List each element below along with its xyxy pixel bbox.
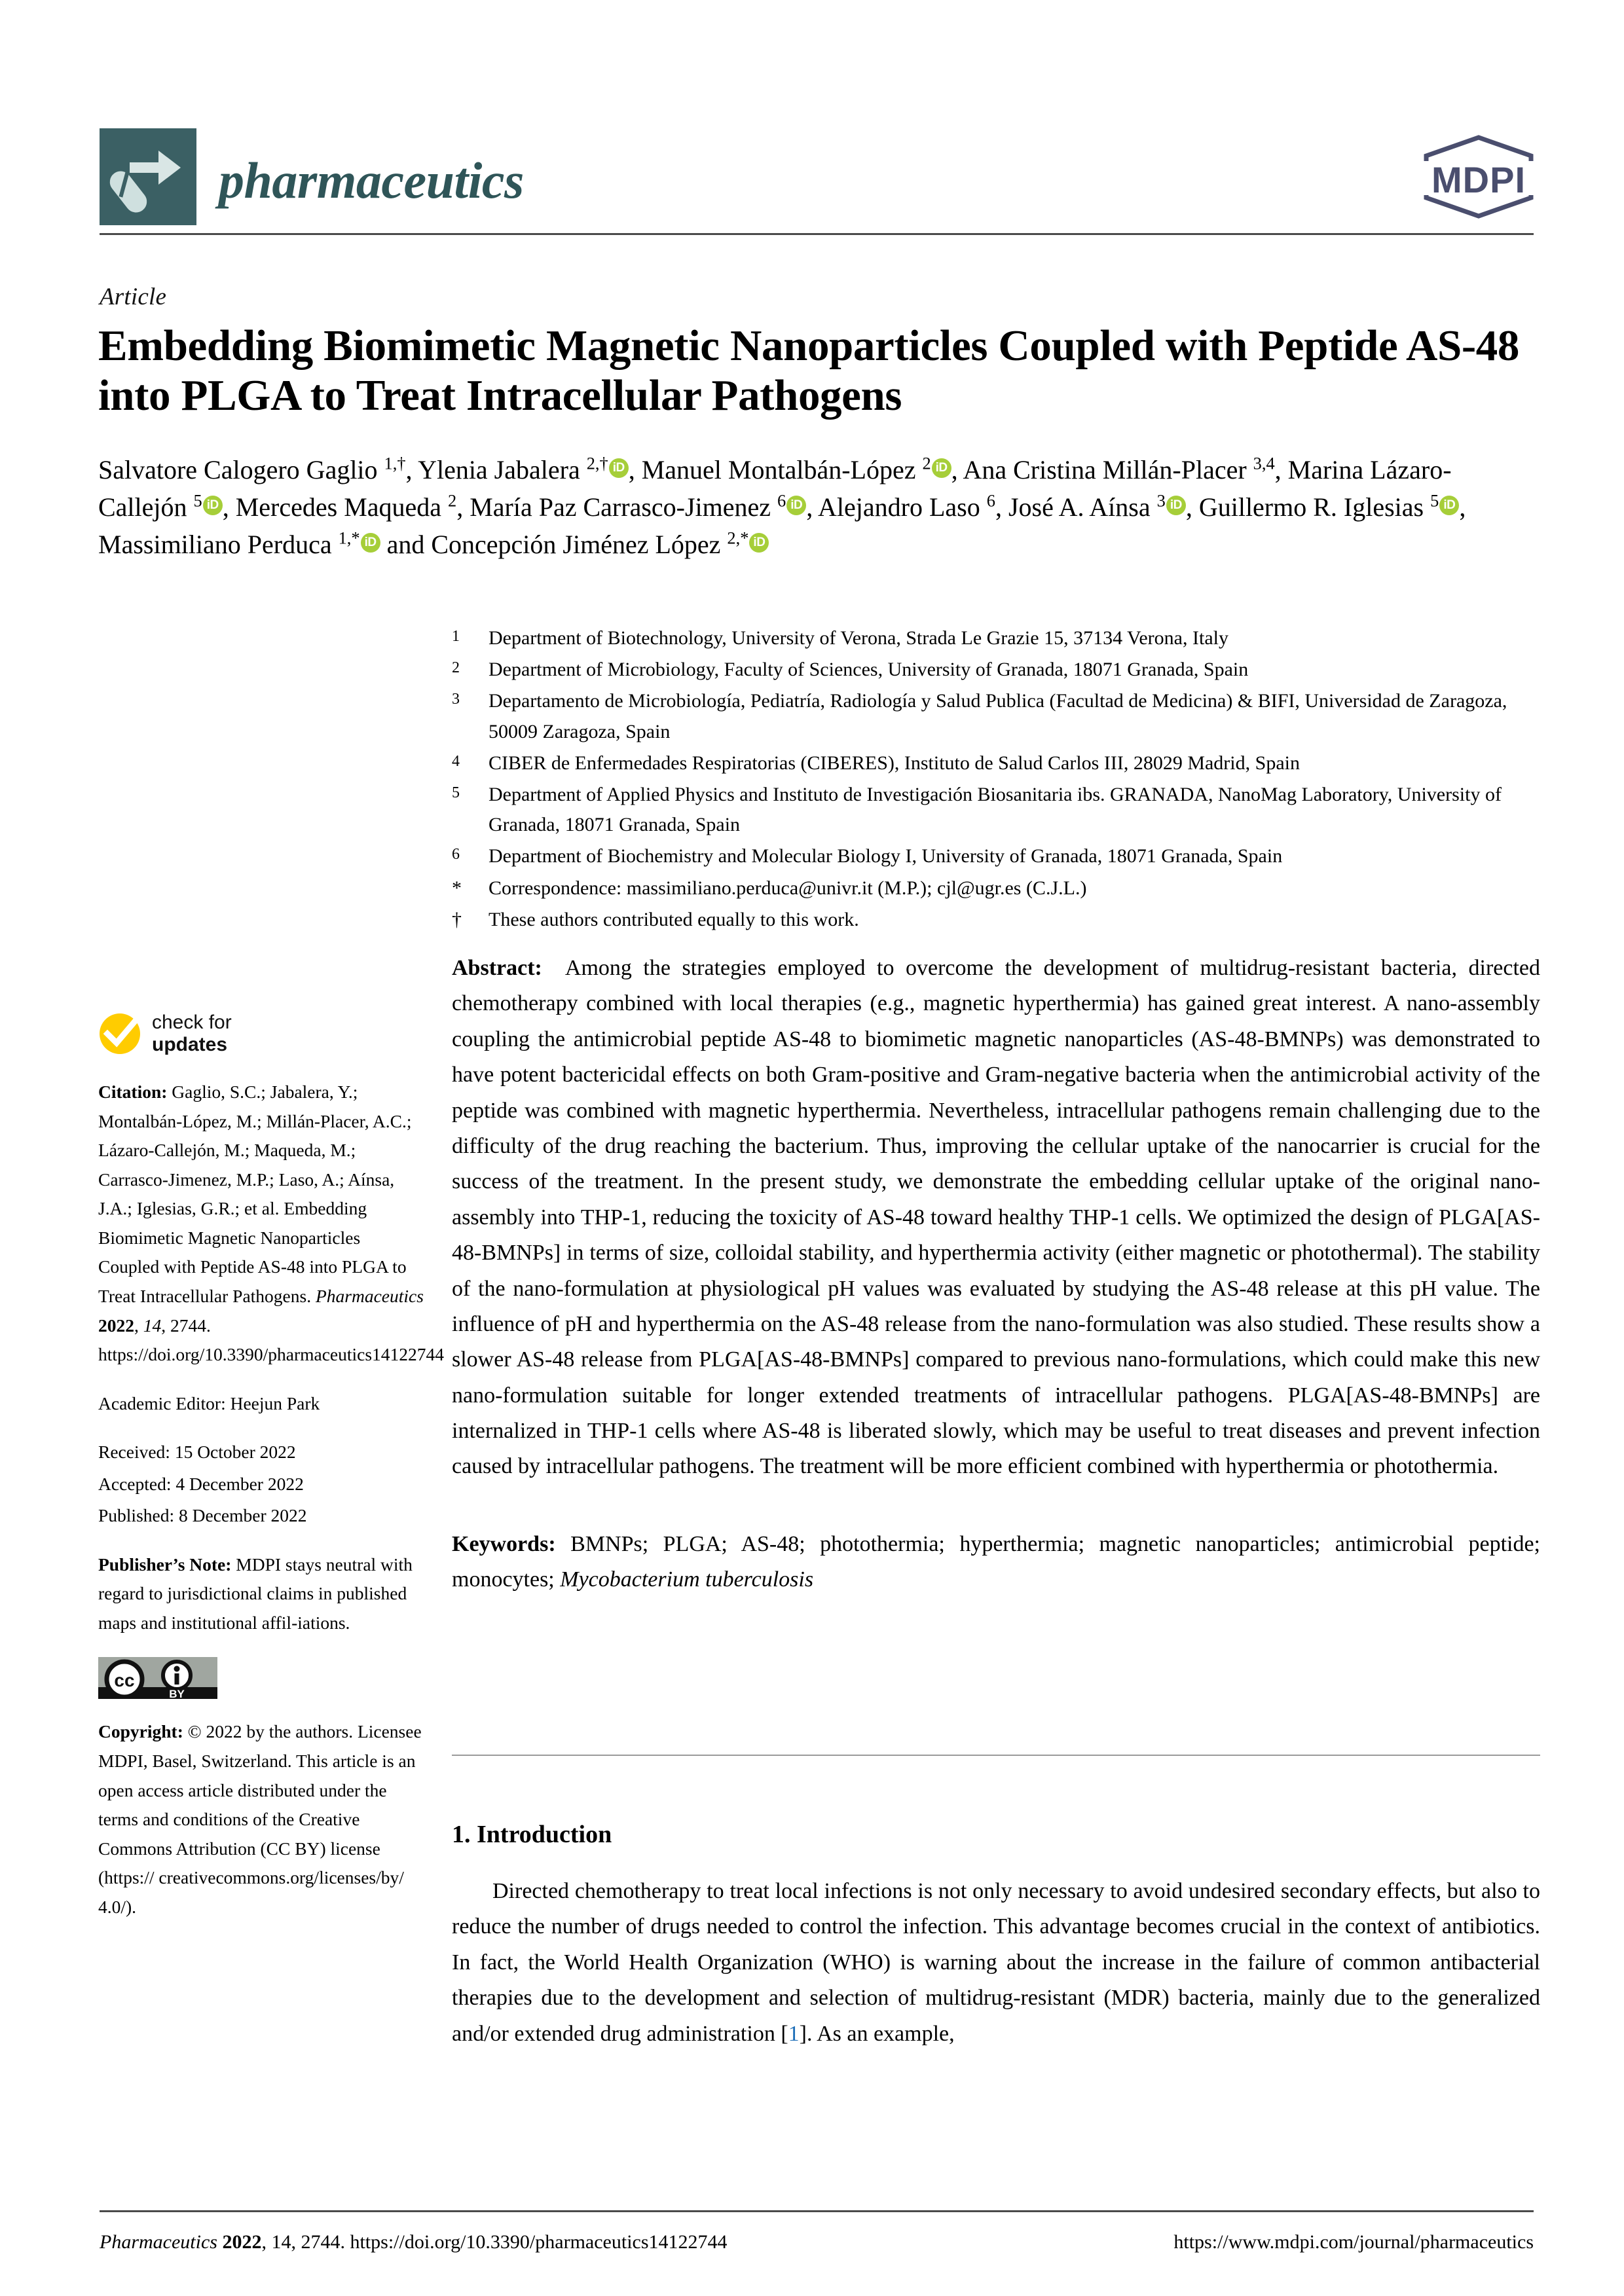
page-header	[100, 128, 1540, 227]
publication-dates	[98, 1438, 426, 1531]
introduction-text-after-ref: ]. As an example,	[799, 2021, 955, 2046]
citation-year: 2022	[98, 1315, 134, 1336]
citation-article-number: 2744	[170, 1315, 206, 1336]
copyright-block	[98, 1717, 426, 1922]
published-date: Published: 8 December 2022	[98, 1505, 307, 1526]
footer-divider	[100, 2210, 1534, 2212]
check-mark-icon	[98, 1012, 141, 1055]
equal-contribution-text: These authors contributed equally to this work.	[489, 908, 859, 930]
svg-text:BY: BY	[169, 1688, 185, 1700]
affiliation-marker: 2	[452, 659, 460, 677]
citation-journal: Pharmaceutics	[315, 1286, 424, 1307]
page-footer	[100, 2231, 1534, 2253]
abstract-text: Among the strategies employed to overcome the development of multidrug-resistant bacteria, directed chemotherapy combined with local therapies (e.g., magnetic hyperthermia) has gained great interest. A nano-assembly coupling the antimicrobial peptide AS-48 to biomimetic magnetic nanoparticles (AS-48-BMNPs) was demonstrated to have potent bactericidal effects on both Gram-positive and Gram-negative bacteria when the antimicrobial activity of the peptide was combined with magnetic hyperthermia. Nevertheless, intracellular pathogens remain challenging due to the difficulty of the drug reaching the bacterium. Thus, improving the cellular uptake of the nanocarrier is crucial for the success of the treatment. In the present study, we demonstrate the embedding cellular uptake of the original nano-assembly into THP-1, reducing the toxicity of AS-48 toward healthy THP-1 cells. We optimized the design of PLGA[AS-48-BMNPs] in terms of size, colloidal stability, and hyperthermia activity (either magnetic or photothermal). The stability of the nano-formulation at physiological pH values was evaluated by studying the AS-48 release at this pH value. The influence of pH and hyperthermia on the AS-48 release from the nano-formulation was also studied. These results show a slower AS-48 release from PLGA[AS-48-BMNPs] compared to previous nano-formulations, which could make this new nano-formulation suitable for longer extended treatments of intracellular pathogens. PLGA[AS-48-BMNPs] are internalized in THP-1 cells where AS-48 is liberated slowly, which may be useful to treat diseases and prevent infection caused by intracellular pathogens. The treatment will be more efficient combined with hyperthermia or photothermia.	[452, 956, 1540, 1479]
abstract-label: Abstract:	[452, 956, 542, 980]
citation-block: Citation: Gaglio, S.C.; Jabalera, Y.; Montalbán-López, M.; Millán-Placer, A.C.; Lázaro-Callejón, M.; Maqueda, M.; Carrasco-Jimenez, M.P.; Laso, A.; Aínsa, J.A.; Iglesias, G.R.; et al. Embedding Biomimetic Magnetic Nanoparticles Coupled with Peptide AS-48 into PLGA to Treat Intracellular Pathogens. Pharmaceutics 2022, 14, 2744. https://doi.org/10.3390/pharmaceutics14122744	[98, 1082, 445, 1365]
introduction-heading: 1. Introduction	[452, 1821, 612, 1848]
affiliation-item	[452, 780, 1539, 840]
main-column	[452, 951, 1540, 1598]
footer-journal-name: Pharmaceutics	[100, 2231, 217, 2253]
footer-journal-url[interactable]: https://www.mdpi.com/journal/pharmaceutics	[1173, 2231, 1534, 2253]
correspondence-item	[452, 873, 1539, 903]
keywords-label: Keywords:	[452, 1531, 556, 1556]
affiliation-item	[452, 655, 1539, 685]
sidebar	[98, 1011, 445, 1941]
publishers-note	[98, 1550, 426, 1638]
author-list: Salvatore Calogero Gaglio $^{1,\dagger}$, Ylenia Jabalera $^{2,\dagger}$ iD , Manuel Montalbán-López $^2$ iD , Ana Cristina Millán-Placer $^{3,4}$, Marina Lázaro-Callejón $^5$ iD , Mercedes Maqueda $^2$, María Paz Carrasco-Jimenez $^6$ iD , Alejandro Laso $^6$, José A. Aínsa $^3$ iD , Guillermo R. Iglesias $^5$ iD , Massimiliano Perduca $^{1,*}$ iD and Concepción Jiménez López $^{2,*}$ iD	[98, 453, 1466, 559]
received-date: Received: 15 October 2022	[98, 1442, 296, 1463]
affiliation-text: Departamento de Microbiología, Pediatría, Radiología y Salud Publica (Facultad de Medicina) & BIFI, Universidad de Zaragoza, 50009 Zaragoza, Spain	[489, 690, 1507, 742]
check-for-updates-text	[152, 1011, 232, 1055]
affiliation-marker: 3	[452, 691, 460, 708]
affiliation-text: Department of Biotechnology, University of Verona, Strada Le Grazie 15, 37134 Verona, Italy	[489, 627, 1228, 649]
affiliation-list	[452, 623, 1539, 936]
section-divider	[452, 1755, 1540, 1756]
updates-label: updates	[152, 1033, 228, 1055]
keywords-section	[452, 1527, 1540, 1598]
citation-label: Citation:	[98, 1082, 168, 1102]
abstract-section	[452, 951, 1540, 1485]
check-for-label: check for	[152, 1011, 232, 1033]
affiliation-text: Department of Microbiology, Faculty of Sciences, University of Granada, 18071 Granada, Spain	[489, 659, 1249, 681]
keywords-italic-term: Mycobacterium tuberculosis	[560, 1567, 814, 1592]
journal-name: pharmaceutics	[219, 152, 524, 209]
correspondence-text[interactable]: Correspondence: massimiliano.perduca@univr.it (M.P.); cjl@ugr.es (C.J.L.)	[489, 877, 1087, 899]
affiliation-marker: 1	[452, 628, 460, 645]
affiliation-marker: 5	[452, 784, 460, 801]
publishers-note-label: Publisher’s Note:	[98, 1554, 232, 1575]
copyright-label: Copyright:	[98, 1721, 183, 1742]
correspondence-marker: *	[452, 877, 462, 899]
equal-contribution-item	[452, 905, 1539, 935]
svg-text:cc: cc	[114, 1670, 135, 1691]
journal-logo	[100, 128, 524, 225]
affiliation-text: Department of Applied Physics and Instituto de Investigación Biosanitaria ibs. GRANADA, NanoMag Laboratory, University of Granada, 18071 Granada, Spain	[489, 783, 1502, 836]
publishers-note-text: MDPI stays neutral with regard to jurisdictional claims in published maps and institutional affil-iations.	[98, 1554, 413, 1633]
footer-year: 2022	[222, 2231, 262, 2253]
affiliation-item	[452, 686, 1539, 746]
keywords-text: BMNPs; PLGA; AS-48; photothermia; hyperthermia; magnetic nanoparticles; antimicrobial peptide; monocytes;	[452, 1531, 1541, 1592]
check-for-updates-badge[interactable]	[98, 1011, 426, 1055]
introduction-text-before-ref: Directed chemotherapy to treat local infections is not only necessary to avoid undesired secondary effects, but also to reduce the number of drugs needed to control the infection. This advantage becomes crucial in the context of antibiotics. In fact, the World Health Organization (WHO) is warning about the increase in the failure of common antibacterial therapies due to the development and selection of multidrug-resistant (MDR) bacteria, mainly due to the generalized and/or extended drug administration [	[452, 1879, 1540, 2046]
svg-text:MDPI: MDPI	[1431, 159, 1526, 200]
header-divider	[100, 233, 1534, 235]
reference-link-1[interactable]: 1	[788, 2021, 800, 2046]
article-type-label: Article	[100, 283, 167, 310]
page-title: Embedding Biomimetic Magnetic Nanoparticles Coupled with Peptide AS-48 into PLGA to Treat Intracellular Pathogens	[98, 321, 1519, 420]
affiliation-item	[452, 841, 1539, 871]
affiliation-text: CIBER de Enfermedades Respiratorias (CIBERES), Instituto de Salud Carlos III, 28029 Madrid, Spain	[489, 752, 1300, 774]
affiliation-item	[452, 748, 1539, 778]
cc-by-license-icon[interactable]	[98, 1657, 217, 1699]
mdpi-logo-icon	[1417, 132, 1540, 221]
affiliation-marker: 6	[452, 846, 460, 864]
footer-citation-rest[interactable]: , 14, 2744. https://doi.org/10.3390/pharmaceutics14122744	[261, 2231, 728, 2253]
copyright-text: © 2022 by the authors. Licensee MDPI, Basel, Switzerland. This article is an open access article distributed under the terms and conditions of the Creative Commons Attribution (CC BY) license (https:// creativecommons.org/licenses/by/ 4.0/).	[98, 1721, 422, 1917]
pharmaceutics-capsule-icon	[100, 128, 196, 225]
citation-authors: Gaglio, S.C.; Jabalera, Y.; Montalbán-López, M.; Millán-Placer, A.C.; Lázaro-Callejón, M.; Maqueda, M.; Carrasco-Jimenez, M.P.; Laso, A.; Aínsa, J.A.; Iglesias, G.R.; et al. Embedding Biomimetic Magnetic Nanoparticles Coupled with Peptide AS-48 into PLGA to Treat Intracellular Pathogens.	[98, 1082, 412, 1307]
academic-editor: Academic Editor: Heejun Park	[98, 1393, 320, 1413]
affiliation-text: Department of Biochemistry and Molecular Biology I, University of Granada, 18071 Granada, Spain	[489, 845, 1283, 867]
affiliation-marker: 4	[452, 752, 460, 770]
citation-volume: 14	[143, 1315, 162, 1336]
equal-contribution-marker: †	[452, 908, 462, 930]
citation-doi-link[interactable]: https://doi.org/10.3390/pharmaceutics14122744	[98, 1344, 445, 1365]
affiliation-item	[452, 623, 1539, 653]
footer-citation	[100, 2231, 728, 2253]
introduction-text	[452, 1874, 1540, 2052]
introduction-paragraph	[452, 1874, 1540, 2052]
accepted-date: Accepted: 4 December 2022	[98, 1473, 304, 1494]
